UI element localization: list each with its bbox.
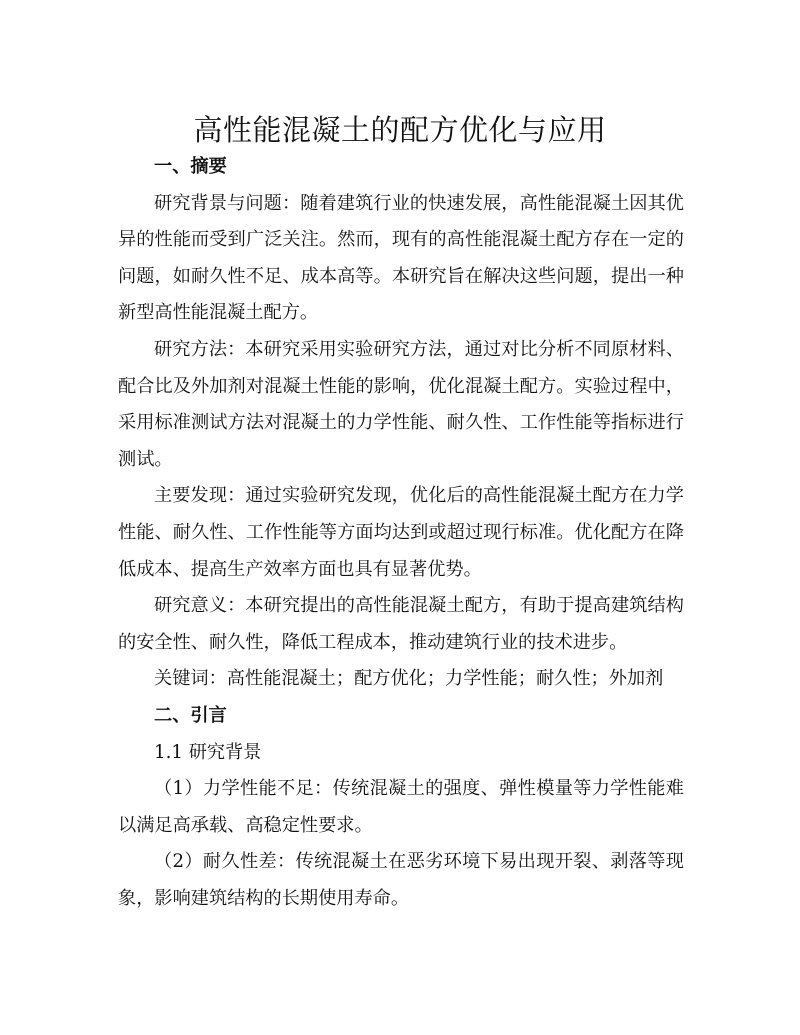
abstract-keywords: 关键词：高性能混凝土；配方优化；力学性能；耐久性；外加剂 — [154, 668, 664, 690]
abstract-background-paragraph: 研究背景与问题：随着建筑行业的快速发展，高性能混凝土因其优异的性能而受到广泛关注。然而，现有的高性能混凝土配方存在一定的问题，如耐久性不足、成本高等。本研究旨在解决这些问题，提出一种新型高性能混凝土配方。 — [118, 192, 684, 324]
document-body — [118, 149, 684, 917]
abstract-significance-paragraph: 研究意义：本研究提出的高性能混凝土配方，有助于提高建筑结构的安全性、耐久性，降低工程成本，推动建筑行业的技术进步。 — [118, 595, 684, 653]
subsection-title-research-background: 1.1 研究背景 — [154, 741, 262, 763]
page-title: 高性能混凝土的配方优化与应用 — [193, 113, 607, 148]
section-heading-abstract: 一、摘要 — [154, 156, 227, 177]
section-heading-introduction: 二、引言 — [154, 704, 227, 726]
introduction-list-item: （2）耐久性差：传统混凝土在恶劣环境下易出现开裂、剥落等现象，影响建筑结构的长期使用寿命。 — [118, 851, 684, 909]
abstract-findings-paragraph: 主要发现：通过实验研究发现，优化后的高性能混凝土配方在力学性能、耐久性、工作性能等方面均达到或超过现行标准。优化配方在降低成本、提高生产效率方面也具有显著优势。 — [118, 485, 684, 580]
abstract-methods-paragraph: 研究方法：本研究采用实验研究方法，通过对比分析不同原材料、配合比及外加剂对混凝土性能的影响，优化混凝土配方。实验过程中，采用标准测试方法对混凝土的力学性能、耐久性、工作性能等指标进行测试。 — [118, 338, 684, 470]
introduction-list-item: （1）力学性能不足：传统混凝土的强度、弹性模量等力学性能难以满足高承载、高稳定性要求。 — [118, 778, 684, 836]
